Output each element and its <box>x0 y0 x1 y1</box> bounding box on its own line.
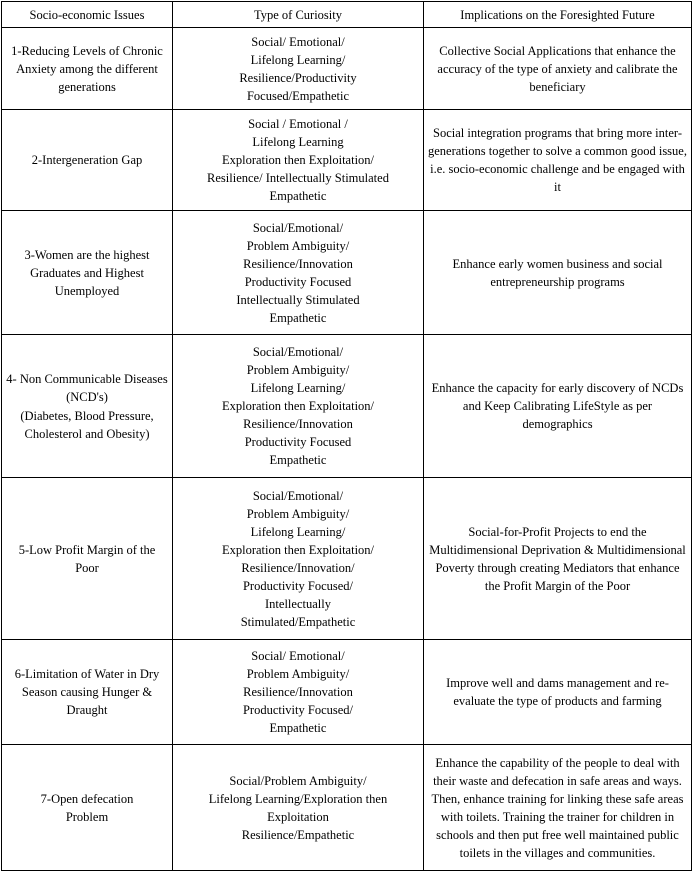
header-row <box>2 2 692 28</box>
issue-cell <box>2 335 173 478</box>
curiosity-line: Exploration then Exploitation/ <box>221 399 375 413</box>
implication-cell: Social-for-Profit Projects to end the Multidimensional Deprivation & Multidimensional Poverty through creating Mediators that enhance the Profit Margin of the Poor <box>424 478 692 640</box>
issue-cell <box>2 28 173 110</box>
implication-cell: Improve well and dams management and re-evaluate the type of products and farming <box>424 640 692 745</box>
curiosity-line: Lifelong Learning <box>252 135 344 149</box>
curiosity-line: Lifelong Learning/ <box>250 524 346 539</box>
issues-table <box>1 1 692 871</box>
header-curiosity: Type of Curiosity <box>173 2 424 28</box>
curiosity-line: Stimulated/Empathetic <box>240 614 356 629</box>
curiosity-line: Empathetic <box>269 453 327 467</box>
issue-cell <box>2 745 173 871</box>
curiosity-line: Problem Ambiguity/ <box>246 363 350 377</box>
implication-cell: Enhance early women business and social entrepreneurship programs <box>424 211 692 335</box>
curiosity-cell <box>173 211 424 335</box>
curiosity-cell <box>173 28 424 110</box>
issue-cell <box>2 478 173 640</box>
table-row <box>2 335 692 478</box>
issue-subtext: (Diabetes, Blood Pressure, Cholesterol and Obesity) <box>20 408 154 441</box>
curiosity-line: Lifelong Learning/Exploration then <box>208 791 388 806</box>
header-implications: Implications on the Foresighted Future <box>424 2 692 28</box>
curiosity-line: Social/ Emotional/ <box>251 34 345 49</box>
curiosity-cell <box>173 478 424 640</box>
issue-text: 4- Non Communicable Diseases (NCD's) <box>6 371 168 404</box>
table-row <box>2 745 692 871</box>
table-row <box>2 110 692 211</box>
curiosity-line: Exploration then Exploitation/ <box>221 153 375 167</box>
curiosity-line: Productivity Focused/ <box>242 578 354 593</box>
curiosity-line: Resilience/Innovation <box>243 417 353 431</box>
curiosity-line: Intellectually <box>265 596 331 611</box>
curiosity-cell <box>173 745 424 871</box>
curiosity-line: Resilience/Innovation <box>243 685 353 699</box>
curiosity-line: Social / Emotional / <box>248 117 348 131</box>
curiosity-line: Problem Ambiguity/ <box>246 238 350 253</box>
curiosity-line: Productivity Focused/ <box>242 703 354 717</box>
implication-cell: Collective Social Applications that enhance the accuracy of the type of anxiety and calibrate the beneficiary <box>424 28 692 110</box>
curiosity-line: Resilience/Innovation <box>243 256 353 271</box>
curiosity-line: Resilience/Empathetic <box>241 827 355 842</box>
curiosity-line: Exploration then Exploitation/ <box>221 542 375 557</box>
curiosity-line: Empathetic <box>269 721 327 735</box>
curiosity-line: Lifelong Learning/ <box>250 52 346 67</box>
issue-text: 3-Women are the highest Graduates and Highest Unemployed <box>24 247 150 298</box>
curiosity-line: Empathetic <box>269 189 327 203</box>
table-row <box>2 478 692 640</box>
header-issues: Socio-economic Issues <box>2 2 173 28</box>
curiosity-line: Exploitation <box>267 809 329 824</box>
curiosity-line: Empathetic <box>269 310 327 325</box>
curiosity-line: Social/Emotional/ <box>252 220 344 235</box>
curiosity-line: Intellectually Stimulated <box>236 292 360 307</box>
curiosity-line: Resilience/Innovation/ <box>241 560 355 575</box>
issue-text: 7-Open defecation <box>40 791 134 806</box>
issue-cell <box>2 211 173 335</box>
curiosity-line: Social/Emotional/ <box>252 488 344 503</box>
curiosity-line: Problem Ambiguity/ <box>246 667 350 681</box>
curiosity-line: Lifelong Learning/ <box>250 381 346 395</box>
curiosity-line: Social/ Emotional/ <box>251 649 345 663</box>
table-row <box>2 28 692 110</box>
curiosity-line: Resilience/Productivity <box>239 70 357 85</box>
curiosity-line: Social/Problem Ambiguity/ <box>229 773 367 788</box>
curiosity-line: Productivity Focused <box>244 274 352 289</box>
curiosity-cell <box>173 335 424 478</box>
issue-cell <box>2 110 173 211</box>
curiosity-line: Focused/Empathetic <box>246 88 350 103</box>
implication-cell: Enhance the capacity for early discovery of NCDs and Keep Calibrating LifeStyle as per demographics <box>424 335 692 478</box>
issue-text: Problem <box>65 809 109 824</box>
curiosity-line: Social/Emotional/ <box>252 345 344 359</box>
issue-text: 2-Intergeneration Gap <box>31 153 143 167</box>
issue-cell <box>2 640 173 745</box>
curiosity-cell <box>173 640 424 745</box>
issue-text: 5-Low Profit Margin of the Poor <box>18 542 156 575</box>
table-row <box>2 640 692 745</box>
table-row <box>2 211 692 335</box>
implication-cell: Enhance the capability of the people to deal with their waste and defecation in safe areas and ways. Then, enhance training for linking these safe areas with toilets. Training the trainer for children in schools and then put free well maintained public toilets in the villages and communities. <box>424 745 692 871</box>
issue-text: 1-Reducing Levels of Chronic Anxiety among the different generations <box>11 43 163 94</box>
issue-text: 6-Limitation of Water in Dry Season causing Hunger & Draught <box>14 667 160 717</box>
curiosity-cell <box>173 110 424 211</box>
implication-cell: Social integration programs that bring more inter-generations together to solve a common good issue, i.e. socio-economic challenge and be engaged with it <box>424 110 692 211</box>
curiosity-line: Resilience/ Intellectually Stimulated <box>207 171 389 185</box>
curiosity-line: Problem Ambiguity/ <box>246 506 350 521</box>
curiosity-line: Productivity Focused <box>244 435 352 449</box>
